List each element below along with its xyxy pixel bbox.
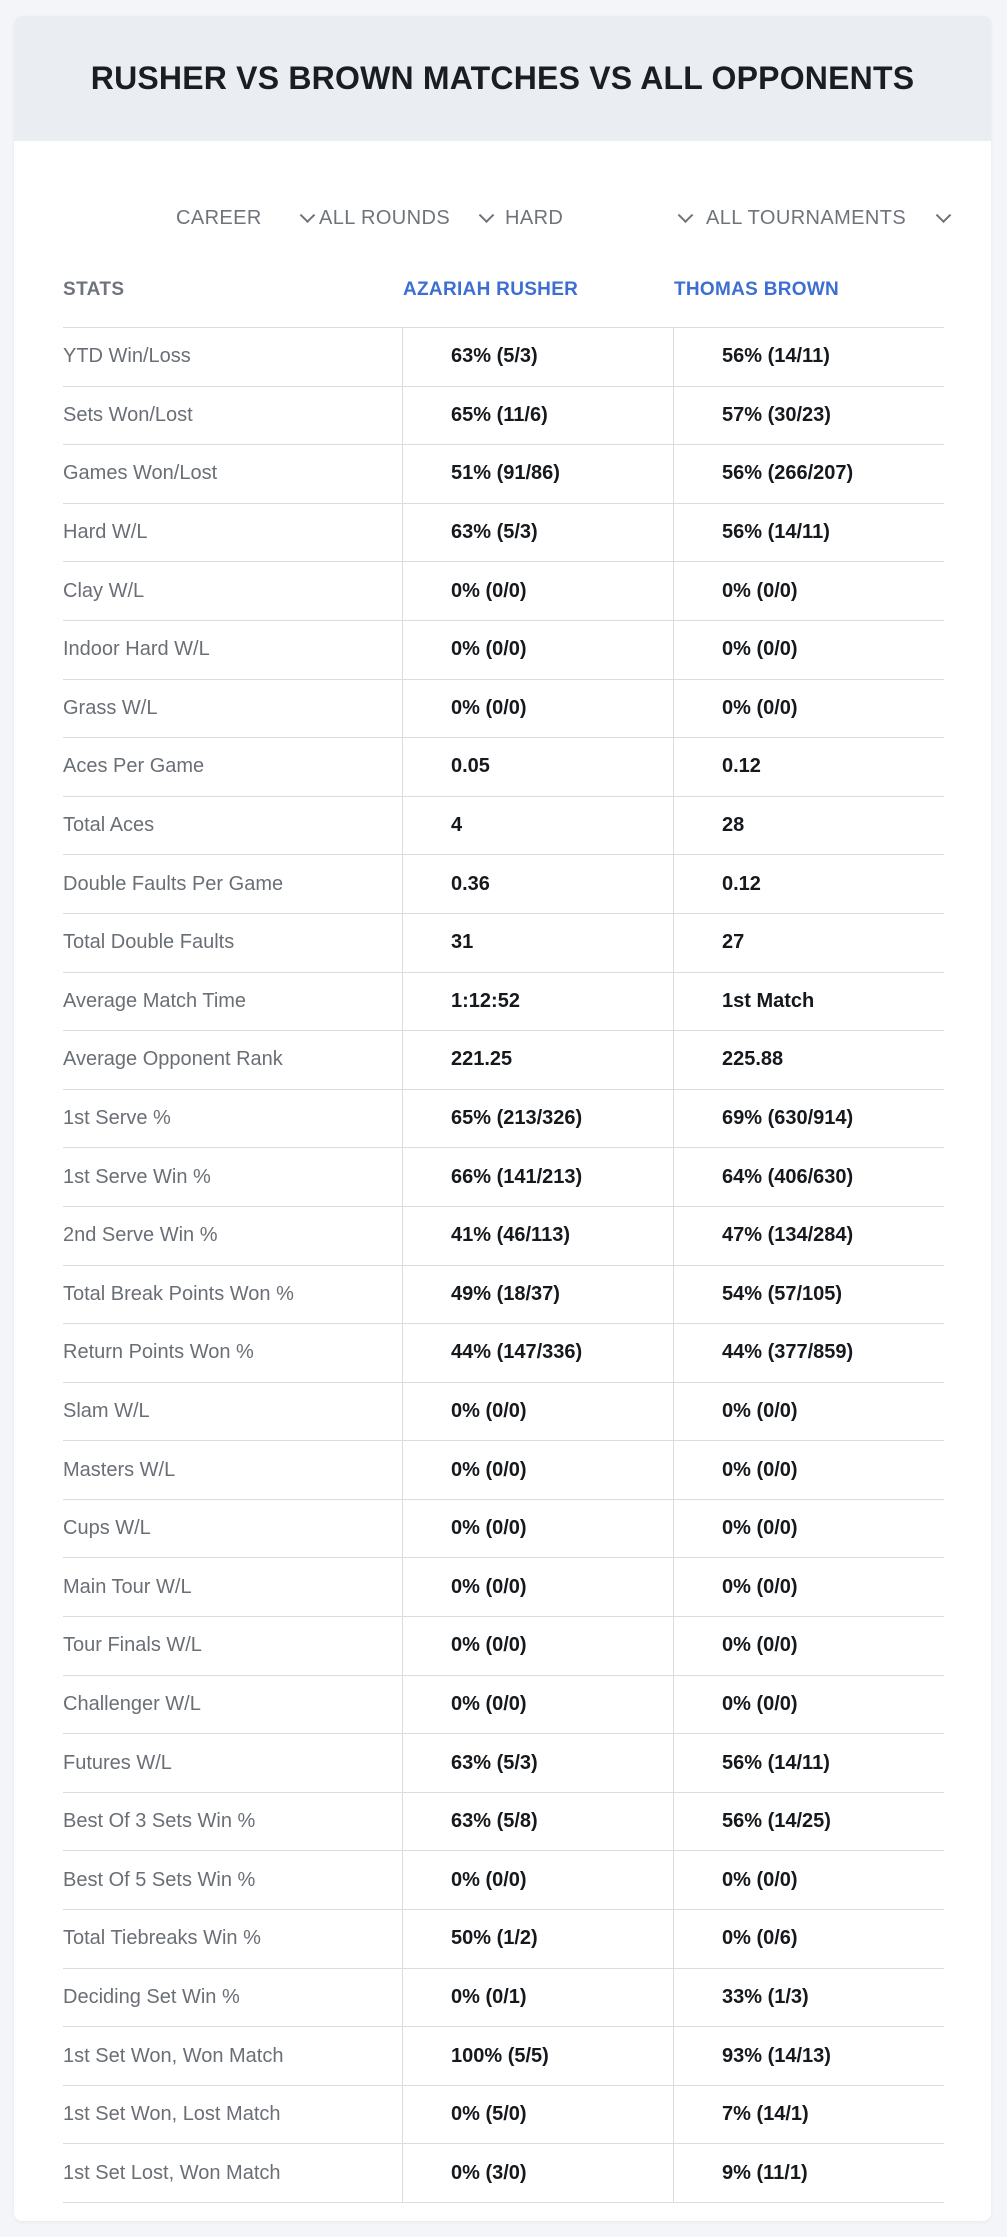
stat-label: Tour Finals W/L <box>63 1617 403 1675</box>
stat-label: Grass W/L <box>63 680 403 738</box>
table-row <box>63 1851 944 1910</box>
player2-value: 56% (14/11) <box>722 1751 830 1774</box>
stat-label: Deciding Set Win % <box>63 1969 403 2027</box>
player1-value: 31 <box>403 914 674 972</box>
stat-label: 1st Serve % <box>63 1090 403 1148</box>
stat-label: Slam W/L <box>63 1383 403 1441</box>
player1-value: 0% (5/0) <box>403 2086 674 2144</box>
player2-value: 0% (0/0) <box>722 638 798 661</box>
table-row <box>63 1207 944 1266</box>
stat-label: Total Break Points Won % <box>63 1266 403 1324</box>
stat-label: Average Opponent Rank <box>63 1031 403 1089</box>
table-row <box>63 1793 944 1852</box>
table-row <box>63 1500 944 1559</box>
stat-label: Best Of 5 Sets Win % <box>63 1851 403 1909</box>
player2-value: 0% (0/0) <box>722 1868 798 1891</box>
player1-link[interactable]: AZARIAH RUSHER <box>403 278 579 300</box>
stat-label: 1st Serve Win % <box>63 1148 403 1206</box>
table-row <box>63 1558 944 1617</box>
player1-value: 0% (0/0) <box>403 1676 674 1734</box>
player2-value: 54% (57/105) <box>722 1282 843 1305</box>
player1-value: 1:12:52 <box>403 973 674 1031</box>
player1-value: 0% (0/0) <box>403 621 674 679</box>
player2-link[interactable]: THOMAS BROWN <box>674 278 840 300</box>
tournaments-select[interactable] <box>706 188 956 248</box>
player2-value: 7% (14/1) <box>722 2103 809 2126</box>
player1-value: 49% (18/37) <box>403 1266 674 1324</box>
player1-value: 0% (3/0) <box>403 2144 674 2202</box>
player1-value: 66% (141/213) <box>403 1148 674 1206</box>
table-row <box>63 1969 944 2028</box>
player1-value: 0% (0/0) <box>403 1851 674 1909</box>
table-row <box>63 562 944 621</box>
player2-value: 0% (0/0) <box>722 696 798 719</box>
stat-label: 1st Set Lost, Won Match <box>63 2144 403 2202</box>
table-row <box>63 973 944 1032</box>
player1-value: 44% (147/336) <box>403 1324 674 1382</box>
table-row <box>63 914 944 973</box>
player1-value: 65% (213/326) <box>403 1090 674 1148</box>
player1-value: 51% (91/86) <box>403 445 674 503</box>
stat-label: Total Aces <box>63 797 403 855</box>
chevron-down-icon <box>300 207 316 223</box>
table-row <box>63 1734 944 1793</box>
stat-label: Aces Per Game <box>63 738 403 796</box>
table-row <box>63 328 944 387</box>
player2-value: 0% (0/0) <box>722 1517 798 1540</box>
player1-value: 0% (0/0) <box>403 1500 674 1558</box>
career-select-value: CAREER <box>176 206 262 229</box>
player1-value: 0% (0/1) <box>403 1969 674 2027</box>
player1-value: 63% (5/3) <box>403 1734 674 1792</box>
table-row <box>63 855 944 914</box>
table-row <box>63 2144 944 2203</box>
chevron-down-icon <box>479 207 495 223</box>
player1-value: 50% (1/2) <box>403 1910 674 1968</box>
player2-value: 64% (406/630) <box>722 1165 854 1188</box>
table-row <box>63 2086 944 2145</box>
table-row <box>63 1031 944 1090</box>
player2-value: 0% (0/0) <box>722 579 798 602</box>
player2-value: 56% (14/11) <box>722 345 830 368</box>
filter-bar <box>14 188 991 248</box>
table-row <box>63 738 944 797</box>
stat-label: Total Tiebreaks Win % <box>63 1910 403 1968</box>
page-title: RUSHER VS BROWN MATCHES VS ALL OPPONENTS <box>90 60 915 96</box>
chevron-down-icon <box>678 207 694 223</box>
player2-value: 0% (0/0) <box>722 1575 798 1598</box>
player2-value: 9% (11/1) <box>722 2161 808 2184</box>
player2-value: 27 <box>722 931 745 954</box>
player1-value: 0% (0/0) <box>403 1617 674 1675</box>
player2-value: 33% (1/3) <box>722 1985 809 2008</box>
player1-value: 0.36 <box>403 855 674 913</box>
player2-value: 0.12 <box>722 872 761 895</box>
player2-value: 93% (14/13) <box>722 2044 831 2067</box>
stat-label: Sets Won/Lost <box>63 387 403 445</box>
player2-value: 0% (0/6) <box>722 1927 798 1950</box>
tournaments-select-value: ALL TOURNAMENTS <box>706 206 907 229</box>
player1-value: 221.25 <box>403 1031 674 1089</box>
rounds-select[interactable] <box>319 188 499 248</box>
stat-label: 2nd Serve Win % <box>63 1207 403 1265</box>
player2-value: 0% (0/0) <box>722 1458 798 1481</box>
table-row <box>63 621 944 680</box>
stat-label: Challenger W/L <box>63 1676 403 1734</box>
table-body <box>63 328 944 2203</box>
player1-value: 0% (0/0) <box>403 680 674 738</box>
player2-value: 57% (30/23) <box>722 403 831 426</box>
player2-value: 0% (0/0) <box>722 1692 798 1715</box>
player2-value: 69% (630/914) <box>722 1107 854 1130</box>
player1-value: 63% (5/3) <box>403 328 674 386</box>
table-row <box>63 1090 944 1149</box>
rounds-select-value: ALL ROUNDS <box>319 206 451 229</box>
table-row <box>63 1324 944 1383</box>
stats-table <box>63 252 944 2203</box>
stat-label: Return Points Won % <box>63 1324 403 1382</box>
player2-value: 0% (0/0) <box>722 1634 798 1657</box>
stats-card <box>14 16 991 2221</box>
career-select[interactable] <box>176 188 318 248</box>
player2-value: 56% (14/11) <box>722 521 830 544</box>
table-row <box>63 1676 944 1735</box>
stat-label: Futures W/L <box>63 1734 403 1792</box>
player2-value: 44% (377/859) <box>722 1341 854 1364</box>
table-row <box>63 387 944 446</box>
table-row <box>63 1266 944 1325</box>
table-row <box>63 1148 944 1207</box>
stat-label: 1st Set Won, Lost Match <box>63 2086 403 2144</box>
stat-label: Total Double Faults <box>63 914 403 972</box>
player1-value: 0% (0/0) <box>403 1558 674 1616</box>
surface-select-value: HARD <box>505 206 564 229</box>
player1-value: 65% (11/6) <box>403 387 674 445</box>
player2-value: 56% (14/25) <box>722 1810 831 1833</box>
player1-value: 63% (5/8) <box>403 1793 674 1851</box>
player2-value: 1st Match <box>722 989 815 1012</box>
table-row <box>63 797 944 856</box>
player1-value: 0% (0/0) <box>403 562 674 620</box>
stats-column-header: STATS <box>63 278 125 300</box>
table-row <box>63 1383 944 1442</box>
player1-value: 0% (0/0) <box>403 1441 674 1499</box>
stat-label: Clay W/L <box>63 562 403 620</box>
player1-value: 4 <box>403 797 674 855</box>
table-row <box>63 1617 944 1676</box>
player2-value: 0% (0/0) <box>722 1399 798 1422</box>
stat-label: Main Tour W/L <box>63 1558 403 1616</box>
table-row <box>63 504 944 563</box>
stat-label: Hard W/L <box>63 504 403 562</box>
player2-value: 47% (134/284) <box>722 1224 854 1247</box>
stat-label: Masters W/L <box>63 1441 403 1499</box>
stat-label: Average Match Time <box>63 973 403 1031</box>
player1-value: 0.05 <box>403 738 674 796</box>
surface-select[interactable] <box>505 188 695 248</box>
player2-value: 225.88 <box>722 1048 784 1071</box>
chevron-down-icon <box>936 207 952 223</box>
stat-label: Indoor Hard W/L <box>63 621 403 679</box>
table-row <box>63 445 944 504</box>
player1-value: 0% (0/0) <box>403 1383 674 1441</box>
player1-value: 41% (46/113) <box>403 1207 674 1265</box>
table-row <box>63 2027 944 2086</box>
player2-value: 28 <box>722 814 745 837</box>
table-row <box>63 1441 944 1500</box>
player2-value: 56% (266/207) <box>722 462 854 485</box>
table-header <box>63 252 944 328</box>
card-header <box>14 16 991 141</box>
table-row <box>63 1910 944 1969</box>
player1-value: 63% (5/3) <box>403 504 674 562</box>
stat-label: YTD Win/Loss <box>63 328 403 386</box>
player2-value: 0.12 <box>722 755 761 778</box>
player1-value: 100% (5/5) <box>403 2027 674 2085</box>
stat-label: Best Of 3 Sets Win % <box>63 1793 403 1851</box>
table-row <box>63 680 944 739</box>
stat-label: Double Faults Per Game <box>63 855 403 913</box>
stat-label: Cups W/L <box>63 1500 403 1558</box>
stat-label: Games Won/Lost <box>63 445 403 503</box>
stat-label: 1st Set Won, Won Match <box>63 2027 403 2085</box>
